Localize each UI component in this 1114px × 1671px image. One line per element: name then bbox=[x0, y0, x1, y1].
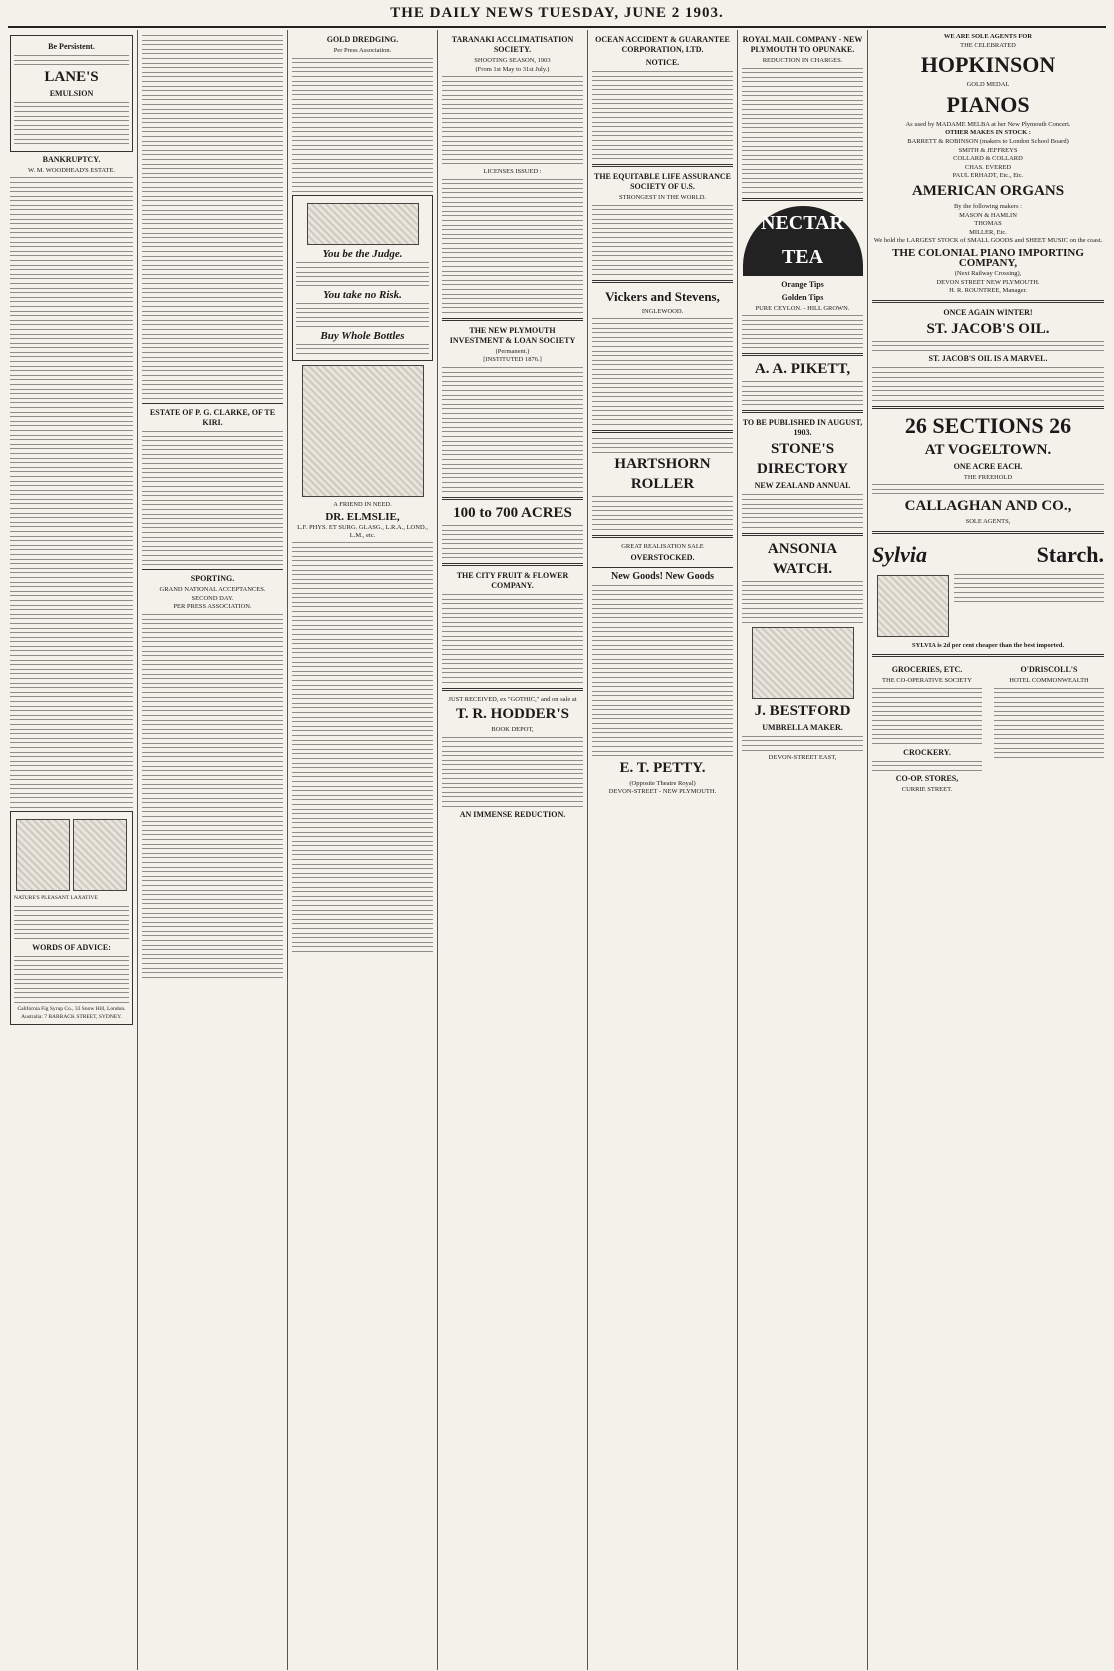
callaghan-sole-agents: SOLE AGENTS, bbox=[965, 518, 1011, 525]
vickers-subheading: INGLEWOOD. bbox=[641, 307, 684, 315]
new-goods-heading: New Goods! New Goods bbox=[610, 571, 715, 583]
friend-in-need-illustration bbox=[302, 365, 424, 497]
bankruptcy-heading: BANKRUPTCY. bbox=[42, 154, 101, 164]
overstocked-heading: OVERSTOCKED. bbox=[630, 553, 695, 563]
investment-heading: THE NEW PLYMOUTH INVESTMENT & LOAN SOCIETY bbox=[449, 325, 576, 345]
stock-note: We hold the LARGEST STOCK of SMALL GOODS and SHEET MUSIC on the coast. bbox=[873, 237, 1103, 245]
crockery-heading: CROCKERY. bbox=[903, 747, 951, 757]
groceries-heading: GROCERIES, ETC. bbox=[891, 665, 963, 675]
column-2 bbox=[138, 30, 288, 1670]
one-acre-heading: ONE ACRE EACH. bbox=[953, 461, 1023, 471]
st-jacobs-heading: ST. JACOB'S OIL. bbox=[926, 320, 1050, 337]
colonial-address: DEVON STREET NEW PLYMOUTH. bbox=[936, 278, 1040, 286]
organ-maker-1: MASON & HAMLIN bbox=[959, 211, 1017, 219]
clarke-estate-heading: ESTATE OF P. G. CLARKE, OF TE KIRI. bbox=[149, 407, 276, 427]
sylvia-starch-ad bbox=[872, 539, 1104, 571]
column-5 bbox=[588, 30, 738, 1670]
elmslie-subheading: L.F. PHYS. ET SURG. GLASG., L.R.A., LOND., L.M., etc. bbox=[297, 523, 428, 539]
laxative-illustration-right bbox=[73, 819, 127, 891]
golden-tips: Golden Tips bbox=[781, 292, 824, 302]
sporting-heading: SPORTING. bbox=[190, 574, 235, 584]
second-day-label: SECOND DAY. bbox=[191, 594, 234, 602]
laxative-illustration-left bbox=[16, 819, 70, 891]
petty-subheading: (Opposite Theatre Royal) bbox=[629, 779, 696, 787]
bestford-address: DEVON-STREET EAST, bbox=[768, 754, 837, 762]
norisk-heading: You take no Risk. bbox=[323, 288, 402, 301]
american-organs-heading: AMERICAN ORGANS bbox=[911, 182, 1065, 199]
investment-permanent: (Permanent.) bbox=[495, 347, 530, 355]
coop-label: THE CO-OPERATIVE SOCIETY bbox=[882, 677, 972, 685]
strongest-label: STRONGEST IN THE WORLD. bbox=[618, 194, 707, 202]
lanes-emulsion-ad bbox=[10, 35, 133, 152]
acres-amount: 100 to 700 ACRES bbox=[453, 505, 572, 522]
umbrella-maker: UMBRELLA MAKER. bbox=[762, 722, 843, 732]
maker-2: SMITH & JEFFREYS bbox=[958, 146, 1018, 154]
organ-maker-2: THOMAS bbox=[974, 220, 1002, 228]
reduction-charges: REDUCTION IN CHARGES. bbox=[762, 57, 843, 64]
pianos-heading: PIANOS bbox=[946, 91, 1030, 117]
column-7 bbox=[868, 30, 1108, 1670]
laxative-left-caption: NATURE'S PLEASANT LAXATIVE bbox=[14, 895, 98, 902]
currie-street: CURRIE STREET. bbox=[901, 786, 953, 794]
odriscoll-heading: O'DRISCOLL'S bbox=[1020, 665, 1078, 675]
shooting-dates: (From 1st May to 31st July.) bbox=[475, 65, 550, 73]
hotel-ad bbox=[994, 662, 1104, 795]
masthead: THE DAILY NEWS TUESDAY, JUNE 2 1903. bbox=[8, 0, 1106, 28]
tea-word: TEA bbox=[781, 245, 824, 268]
pure-ceylon: PURE CEYLON. - HILL GROWN. bbox=[755, 304, 850, 312]
newspaper-page bbox=[6, 30, 1108, 1670]
petty-heading: E. T. PETTY. bbox=[619, 759, 706, 776]
sole-agents-label: WE ARE SOLE AGENTS FOR bbox=[943, 33, 1033, 40]
watch-heading: WATCH. bbox=[772, 560, 833, 577]
taranaki-heading: TARANAKI ACCLIMATISATION SOCIETY. bbox=[451, 35, 574, 54]
gold-medal-label: GOLD MEDAL bbox=[966, 81, 1010, 89]
investment-instituted: [INSTITUTED 1876.] bbox=[483, 356, 542, 364]
press-association-label: PER PRESS ASSOCIATION. bbox=[173, 603, 252, 611]
starch-heading: Starch. bbox=[1036, 541, 1104, 567]
nectar-logo bbox=[743, 206, 863, 276]
column-6 bbox=[738, 30, 868, 1670]
bankruptcy-subheading: W. M. WOODHEAD'S ESTATE. bbox=[28, 166, 115, 174]
gold-dredging-heading: GOLD DREDGING. bbox=[326, 35, 399, 44]
vogeltown-heading: AT VOGELTOWN. bbox=[924, 441, 1052, 458]
sections-heading: 26 SECTIONS 26 bbox=[904, 412, 1072, 438]
winter-heading: ONCE AGAIN WINTER! bbox=[943, 307, 1033, 317]
celebrated-label: THE CELEBRATED bbox=[960, 41, 1016, 49]
maker-1: BARRETT & ROBINSON (makers to London School Board) bbox=[907, 137, 1069, 145]
colonial-subheading: (Next Railway Crossing), bbox=[954, 269, 1022, 277]
callaghan-heading: CALLAGHAN AND CO., bbox=[904, 498, 1072, 514]
notice-heading: NOTICE. bbox=[645, 58, 680, 67]
freehold-label: THE FREEHOLD bbox=[963, 473, 1013, 481]
coop-stores: CO-OP. STORES, bbox=[895, 774, 959, 784]
fig-syrup-ad bbox=[10, 811, 133, 1025]
licenses-heading: LICENSES ISSUED : bbox=[483, 168, 542, 176]
other-makes-heading: OTHER MAKES IN STOCK : bbox=[945, 129, 1031, 137]
ansonia-heading: ANSONIA bbox=[767, 540, 838, 557]
melba-note: As used by MADAME MELBA at her New Plymouth Concert. bbox=[905, 120, 1071, 128]
hodder-intro: JUST RECEIVED, ex "GOTHIC," and on sale at bbox=[448, 695, 577, 703]
hartshorn-heading: HARTSHORN bbox=[614, 456, 711, 473]
directory-heading: DIRECTORY bbox=[757, 461, 848, 478]
groceries-ad bbox=[872, 662, 982, 795]
bankruptcy-body bbox=[10, 177, 133, 807]
sylvia-price: SYLVIA is 2d per cent cheaper than the best imported. bbox=[912, 641, 1064, 649]
stones-heading: STONE'S bbox=[770, 441, 835, 458]
column-2-body-top bbox=[142, 35, 283, 399]
maker-4: CHAS. EVERED bbox=[964, 163, 1012, 171]
marvel-heading: ST. JACOB'S OIL IS A MARVEL. bbox=[928, 354, 1048, 364]
colonial-heading: THE COLONIAL PIANO IMPORTING COMPANY, bbox=[892, 246, 1084, 269]
bottle-illustration bbox=[307, 203, 419, 245]
organ-maker-3: MILLER, Etc. bbox=[969, 228, 1007, 236]
maker-5: PAUL ERHADT, Etc., Etc. bbox=[952, 172, 1024, 180]
gold-press-label: Per Press Association. bbox=[333, 47, 392, 54]
nectar-word: NECTAR bbox=[761, 211, 844, 234]
august-heading: TO BE PUBLISHED IN AUGUST, 1903. bbox=[742, 418, 863, 438]
column-4 bbox=[438, 30, 588, 1670]
lanes-subtitle: EMULSION bbox=[49, 88, 94, 98]
petty-address: DEVON-STREET - NEW PLYMOUTH. bbox=[608, 788, 717, 796]
organ-makers-label: By the following makers : bbox=[954, 202, 1022, 210]
wolfes-schnapps-ad bbox=[292, 195, 433, 361]
hodder-name: T. R. HODDER'S bbox=[455, 706, 570, 723]
umbrella-illustration bbox=[752, 627, 854, 699]
steam-heading: ROYAL MAIL COMPANY - NEW PLYMOUTH TO OPUNAKE. bbox=[742, 35, 863, 54]
hotel-name: HOTEL COMMONWEALTH bbox=[1009, 677, 1089, 685]
bottles-heading: Buy Whole Bottles bbox=[320, 329, 405, 342]
friend-caption: A FRIEND IN NEED. bbox=[333, 501, 392, 509]
sylvia-illustration bbox=[877, 575, 949, 637]
hopkinson-heading: HOPKINSON bbox=[920, 52, 1056, 78]
sporting-subheading: GRAND NATIONAL ACCEPTANCES. bbox=[159, 586, 266, 594]
persist-heading: Be Persistent. bbox=[48, 42, 95, 51]
rountree-manager: H. R. ROUNTREE, Manager. bbox=[949, 287, 1027, 295]
equitable-heading: THE EQUITABLE LIFE ASSURANCE SOCIETY OF U.S. bbox=[594, 172, 731, 192]
sylvia-heading: Sylvia bbox=[872, 541, 927, 567]
ocean-heading: OCEAN ACCIDENT & GUARANTEE CORPORATION, LTD. bbox=[595, 35, 730, 54]
roller-heading: ROLLER bbox=[630, 476, 695, 493]
column-1 bbox=[6, 30, 138, 1670]
nz-annual-heading: NEW ZEALAND ANNUAL bbox=[754, 481, 851, 491]
immense-reduction: AN IMMENSE REDUCTION. bbox=[459, 810, 566, 820]
hodder-subheading: BOOK DEPOT, bbox=[491, 726, 534, 734]
elmslie-heading: DR. ELMSLIE, bbox=[325, 510, 400, 523]
pikett-heading: A. A. PIKETT, bbox=[754, 361, 851, 378]
shooting-season: SHOOTING SEASON, 1903 bbox=[474, 57, 551, 64]
fruit-company-heading: THE CITY FRUIT & FLOWER COMPANY. bbox=[456, 571, 569, 591]
watches-sale: GREAT REALISATION SALE bbox=[621, 542, 704, 550]
fig-syrup-footer: California Fig Syrup Co., 33 Snow Hill, London. Australia: 7 BARRACK STREET, SYDNEY. bbox=[17, 1006, 126, 1020]
bestford-heading: J. BESTFORD bbox=[754, 702, 851, 719]
maker-3: COLLARD & COLLARD bbox=[953, 155, 1023, 163]
orange-tips: Orange Tips bbox=[781, 279, 824, 289]
lanes-title: LANE'S bbox=[44, 68, 99, 85]
worms-heading: WORDS OF ADVICE: bbox=[32, 942, 111, 952]
vickers-heading: Vickers and Stevens, bbox=[605, 288, 720, 304]
column-3 bbox=[288, 30, 438, 1670]
judge-heading: You be the Judge. bbox=[322, 248, 403, 261]
